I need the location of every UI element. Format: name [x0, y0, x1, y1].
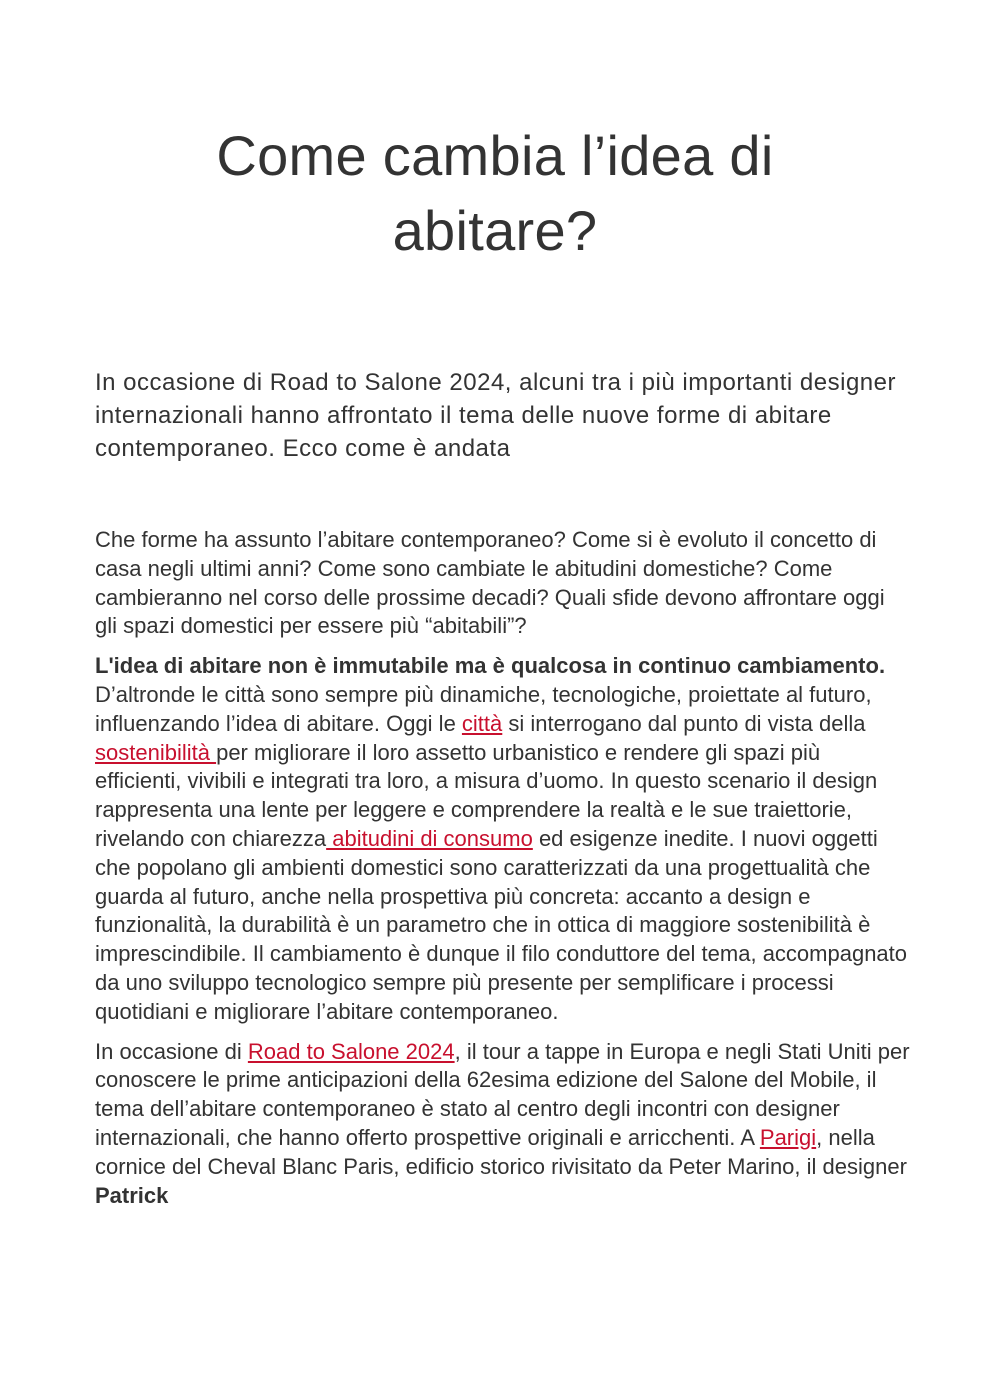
text-span: , nella cornice del Cheval Blanc Paris, edificio storico rivisitato da Peter Marino, il designer — [95, 1124, 907, 1179]
link-sostenibilita[interactable]: sostenibilità — [95, 739, 217, 765]
link-abitudini-di-consumo[interactable]: abitudini di consumo — [326, 825, 533, 851]
paragraph-questions: Che forme ha assunto l’abitare contemporaneo? Come si è evoluto il concetto di casa negli ultimi anni? Come sono cambiate le abitudini domestiche? Come cambieranno nel corso delle prossime decadi? Quali sfide devono affrontare oggi gli spazi domestici per essere più “abitabili”? — [95, 527, 885, 639]
article-title-line-1: Come cambia l’idea di — [216, 124, 774, 187]
text-span: In occasione di — [95, 1038, 248, 1064]
text-span: ed esigenze inedite. I nuovi oggetti che popolano gli ambienti domestici sono caratterizzati da una progettualità che guarda al futuro, anche nella prospettiva più concreta: accanto a design e funzionalità, la durabilità è un parametro che in ottica di maggiore sostenibilità è imprescindibile. Il cambiamento è dunque il filo conduttore del tema, accompagnato da uno sviluppo tecnologico sempre più presente per semplificare i processi quotidiani e migliorare l’abitare contemporaneo. — [95, 825, 908, 1024]
paragraph-bold-lead: L'idea di abitare non è immutabile ma è qualcosa in continuo cambiamento. — [95, 653, 886, 679]
article-lead: In occasione di Road to Salone 2024, alcuni tra i più importanti designer internazionali hanno affrontato il tema delle nuove forme di abitare contemporaneo. Ecco come è andata — [95, 369, 896, 462]
article-title-line-2: abitare? — [392, 199, 598, 262]
text-span: , il tour a tappe in Europa e negli Stati Uniti per conoscere le prime anticipazioni della 62esima edizione del Salone del Mobile, il tema dell’abitare contemporaneo è stato al centro degli incontri con designer internazionali, che hanno offerto prospettive originali e arricchenti. A — [95, 1038, 910, 1150]
article-body — [95, 526, 910, 1221]
article-title — [95, 118, 895, 268]
link-parigi[interactable]: Parigi — [759, 1124, 817, 1150]
paragraph-idea-di-abitare — [95, 652, 910, 1026]
text-span: per migliorare il loro assetto urbanistico e rendere gli spazi più efficienti, vivibili e integrati tra loro, a misura d’uomo. In questo scenario il design rappresenta una lente per leggere e comprendere la realtà e le sue traiettorie, rivelando con chiarezza — [95, 739, 878, 851]
link-citta[interactable]: città — [461, 710, 503, 736]
text-span: si interrogano dal punto di vista della — [502, 710, 866, 736]
paragraph-road-to-salone — [95, 1038, 910, 1211]
text-span: D’altronde le città sono sempre più dinamiche, tecnologiche, proiettate al futuro, influenzando l’idea di abitare. Oggi le — [95, 681, 872, 736]
link-road-to-salone-2024[interactable]: Road to Salone 2024 — [247, 1038, 455, 1064]
designer-name-bold: Patrick — [95, 1182, 169, 1208]
